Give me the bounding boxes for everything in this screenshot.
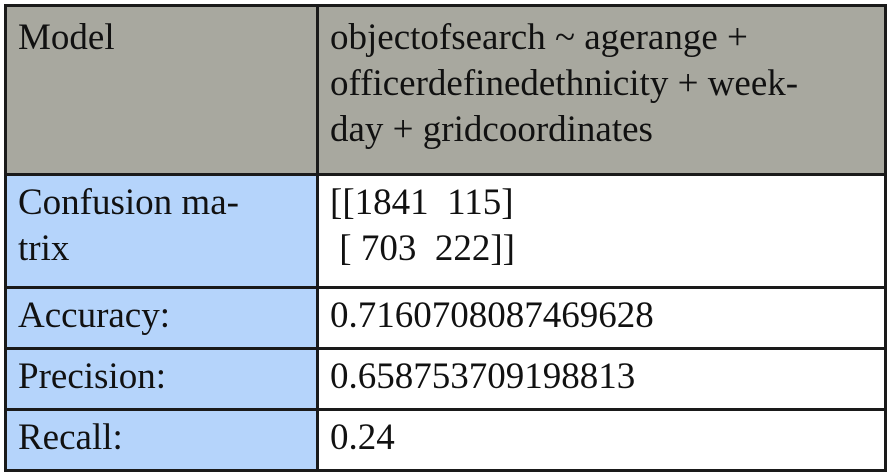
table-header-row [6,6,886,175]
table-row-recall [6,410,886,471]
table-row-confusion-matrix [6,175,886,288]
model-formula-line-1: objectofsearch ~ agerange + [330,17,748,58]
accuracy-value: 0.7160708087469628 [330,295,654,336]
precision-value: 0.658753709198813 [330,356,636,397]
table-row-accuracy [6,288,886,349]
confusion-matrix-row-1: [[1841 115] [330,182,514,223]
model-formula-line-2: officerdefinedethnicity + week- [330,63,799,104]
precision-value-cell [318,349,886,410]
accuracy-label: Accuracy: [18,295,171,336]
recall-value-cell [318,410,886,471]
table-row-precision [6,349,886,410]
confusion-matrix-label-line-1: Confusion ma- [18,182,239,223]
model-label: Model [18,17,115,58]
model-formula-cell [318,6,886,175]
confusion-matrix-row-2: [ 703 222]] [330,228,515,269]
recall-label-cell [6,410,318,471]
precision-label-cell [6,349,318,410]
precision-label: Precision: [18,356,166,397]
confusion-matrix-label-cell [6,175,318,288]
model-label-cell [6,6,318,175]
accuracy-label-cell [6,288,318,349]
model-formula-line-3: day + gridcoordinates [330,109,653,150]
accuracy-value-cell [318,288,886,349]
confusion-matrix-value-cell [318,175,886,288]
recall-value: 0.24 [330,417,395,458]
model-results-table [4,4,887,472]
recall-label: Recall: [18,417,123,458]
confusion-matrix-label-line-2: trix [18,228,70,269]
